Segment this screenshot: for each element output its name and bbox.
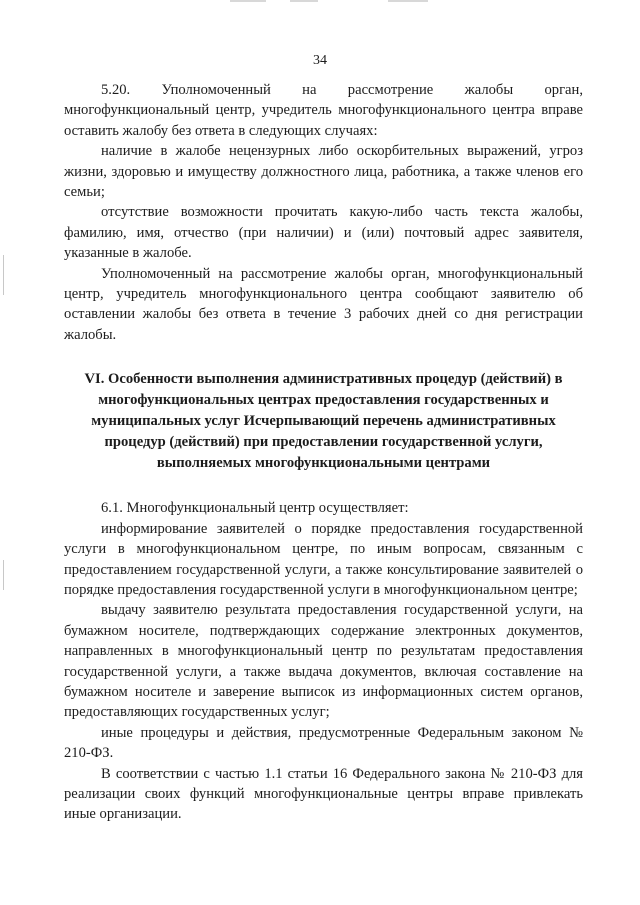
paragraph-other-procedures: иные процедуры и действия, предусмотренные Федеральным законом № 210-ФЗ. — [64, 724, 583, 762]
heading-line: VI. Особенности выполнения административных процедур (действий) в — [84, 371, 563, 388]
scan-artifact — [388, 0, 428, 2]
scan-margin-mark — [3, 255, 4, 295]
document-body — [64, 80, 583, 825]
heading-line: многофункциональных центрах предоставления государственных и — [98, 392, 549, 409]
paragraph-other-organizations: В соответствии с частью 1.1 статьи 16 Федерального закона № 210-ФЗ для реализации своих функций многофункциональные центры вправе привлекать иные организации. — [64, 765, 583, 823]
paragraph-5-20: 5.20. Уполномоченный на рассмотрение жалобы орган, многофункциональный центр, учредитель многофункционального центра вправе оставить жалобу без ответа в следующих случаях: — [64, 82, 583, 139]
section-heading — [64, 369, 583, 474]
paragraph-notification: Уполномоченный на рассмотрение жалобы орган, многофункциональный центр, учредитель многофункционального центра сообщают заявителю об оставлении жалобы без ответа в течение 3 рабочих дней со дня регистрации жалобы. — [64, 265, 583, 343]
scan-margin-mark — [3, 560, 4, 590]
paragraph-issuance: выдачу заявителю результата предоставления государственной услуги, на бумажном носителе, подтверждающих содержание электронных документов, направленных в многофункциональный центр по результатам предоставления государственной услуги, а также выдача документов, включая составление на бумажном носителе и заверение выписок из информационных систем органов, предоставляющих государственных услуг; — [64, 602, 583, 721]
paragraph-6-1: 6.1. Многофункциональный центр осуществляет: — [101, 500, 409, 517]
paragraph-informing: информирование заявителей о порядке предоставления государственной услуги в многофункциональном центре, по иным вопросам, связанным с предоставлением государственной услуги, а также консультирование заявителей о порядке предоставления государственной услуги в многофункциональном центре; — [64, 520, 583, 598]
paragraph-obscene-language: наличие в жалобе нецензурных либо оскорбительных выражений, угроз жизни, здоровью и имуществу должностного лица, работника, а также членов его семьи; — [64, 143, 583, 201]
heading-line: выполняемых многофункциональными центрами — [156, 455, 491, 472]
heading-line: муниципальных услуг Исчерпывающий перечень административных — [91, 413, 556, 430]
page-number: 34 — [313, 53, 327, 68]
paragraph-unreadable-text: отсутствие возможности прочитать какую-либо часть текста жалобы, фамилию, имя, отчество (при наличии) и (или) почтовый адрес заявителя, указанные в жалобе. — [64, 204, 583, 262]
scan-artifact — [290, 0, 318, 2]
scan-artifact — [230, 0, 266, 2]
heading-line: процедур (действий) при предоставлении государственной услуги, — [104, 434, 543, 451]
